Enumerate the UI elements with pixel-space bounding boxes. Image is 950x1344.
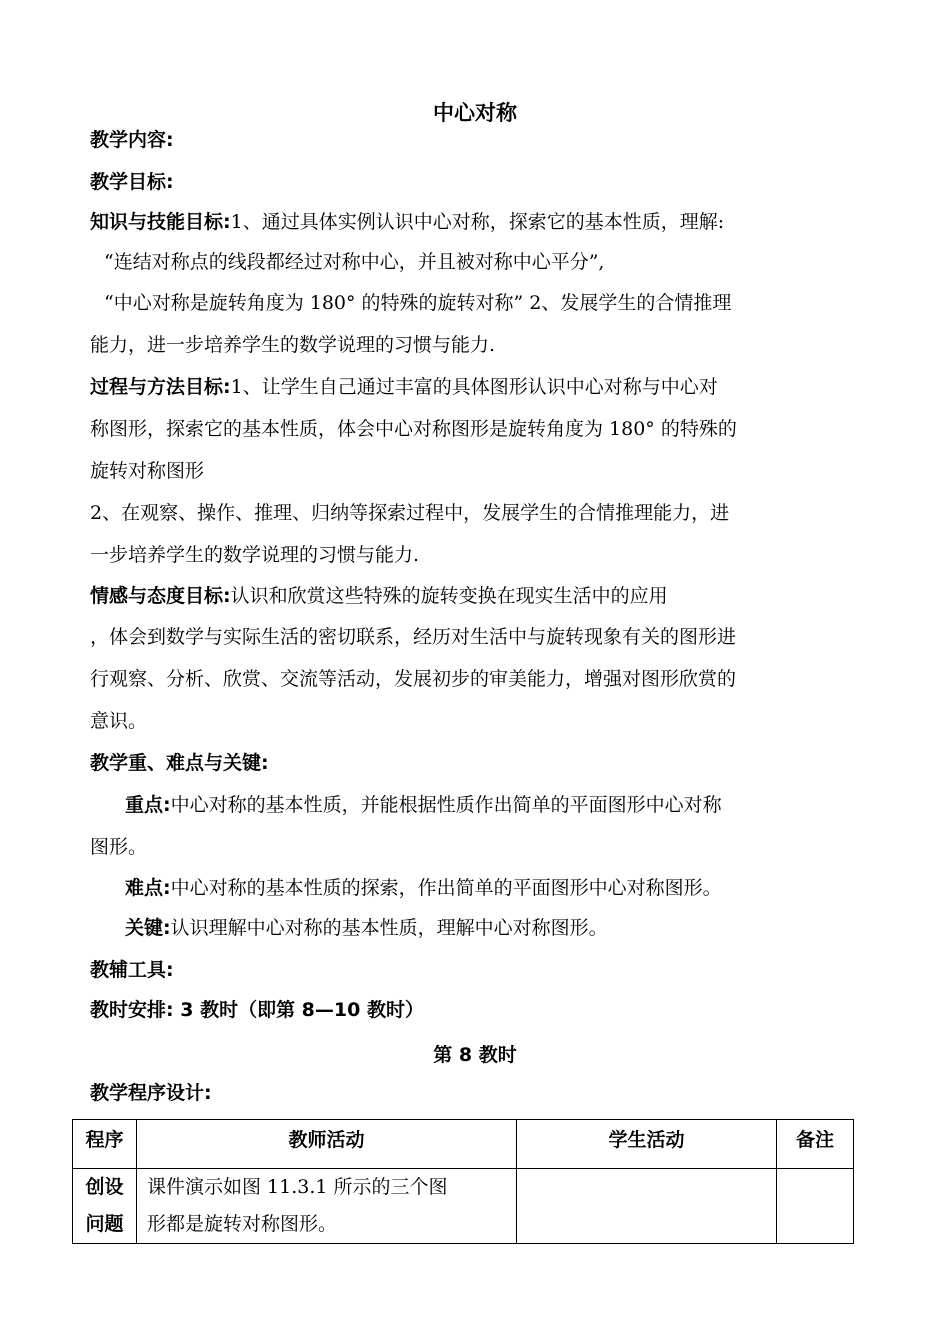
process-text: 1、让学生自己通过丰富的具体图形认识中心对称与中心对	[230, 376, 718, 398]
difficulty-label: 难点:	[125, 877, 171, 899]
teacher-activity-cell	[137, 1169, 517, 1244]
schedule-line	[90, 996, 870, 1024]
emotion-text: 认识和欣赏这些特殊的旋转变换在现实生活中的应用	[230, 585, 668, 607]
step-text: 创设	[85, 1176, 124, 1198]
header-student: 学生活动	[517, 1120, 777, 1169]
emotion-text: 意识。	[90, 710, 148, 732]
keypoint-line	[125, 914, 905, 942]
step-text: 问题	[85, 1213, 124, 1235]
procedure-table	[72, 1119, 854, 1244]
difficulty-text: 中心对称的基本性质的探索，作出简单的平面图形中心对称图形。	[170, 877, 722, 899]
process-text: 2、在观察、操作、推理、归纳等探索过程中，发展学生的合情推理能力，进	[90, 502, 730, 524]
keypoint-label: 关键:	[125, 917, 171, 939]
process-text: 称图形，探索它的基本性质，体会中心对称图形是旋转角度为 180° 的特殊的	[90, 418, 737, 440]
table-header-row	[73, 1120, 854, 1169]
tools-label: 教辅工具:	[90, 959, 174, 981]
focus-text: 图形。	[90, 836, 148, 858]
header-note: 备注	[777, 1120, 854, 1169]
lesson-heading: 第 8 教时	[433, 1044, 517, 1066]
teacher-text: 课件演示如图 11.3.1 所示的三个图	[147, 1176, 448, 1198]
keypoint-text: 认识理解中心对称的基本性质，理解中心对称图形。	[170, 917, 608, 939]
emotion-text: ，体会到数学与实际生活的密切联系，经历对生活中与旋转现象有关的图形进	[90, 626, 737, 648]
process-label: 过程与方法目标:	[90, 376, 231, 398]
knowledge-label: 知识与技能目标:	[90, 211, 231, 233]
focus-text: 中心对称的基本性质，并能根据性质作出简单的平面图形中心对称	[170, 794, 722, 816]
header-step: 程序	[73, 1120, 137, 1169]
knowledge-goal-line	[90, 208, 870, 236]
emotion-text: 行观察、分析、欣赏、交流等活动，发展初步的审美能力，增强对图形欣赏的	[90, 668, 737, 690]
schedule-text: 3 教时（即第 8—10 教时）	[180, 999, 424, 1021]
knowledge-text: “中心对称是旋转角度为 180° 的特殊的旋转对称” 2、发展学生的合情推理	[104, 292, 732, 314]
knowledge-text: 1、通过具体实例认识中心对称，探索它的基本性质，理解:	[230, 211, 725, 233]
goals-label: 教学目标:	[90, 171, 174, 193]
teacher-text: 形都是旋转对称图形。	[147, 1213, 338, 1235]
process-text: 旋转对称图形	[90, 460, 205, 482]
focus-line	[125, 791, 905, 819]
student-activity-cell	[517, 1169, 777, 1244]
design-label: 教学程序设计:	[90, 1082, 212, 1104]
process-text: 一步培养学生的数学说理的习惯与能力.	[90, 544, 420, 566]
page-title: 中心对称	[433, 101, 517, 125]
focus-label: 重点:	[125, 794, 171, 816]
step-cell	[73, 1169, 137, 1244]
process-goal-line	[90, 373, 870, 401]
knowledge-text: “连结对称点的线段都经过对称中心，并且被对称中心平分”,	[104, 251, 605, 273]
knowledge-text: 能力，进一步培养学生的数学说理的习惯与能力.	[90, 334, 496, 356]
emotion-goal-line	[90, 582, 870, 610]
difficulty-line	[125, 874, 905, 902]
content-label: 教学内容:	[90, 129, 174, 151]
emotion-label: 情感与态度目标:	[90, 585, 231, 607]
table-row	[73, 1169, 854, 1244]
note-cell	[777, 1169, 854, 1244]
schedule-label: 教时安排:	[90, 999, 174, 1021]
header-teacher: 教师活动	[137, 1120, 517, 1169]
key-points-label: 教学重、难点与关键:	[90, 752, 269, 774]
